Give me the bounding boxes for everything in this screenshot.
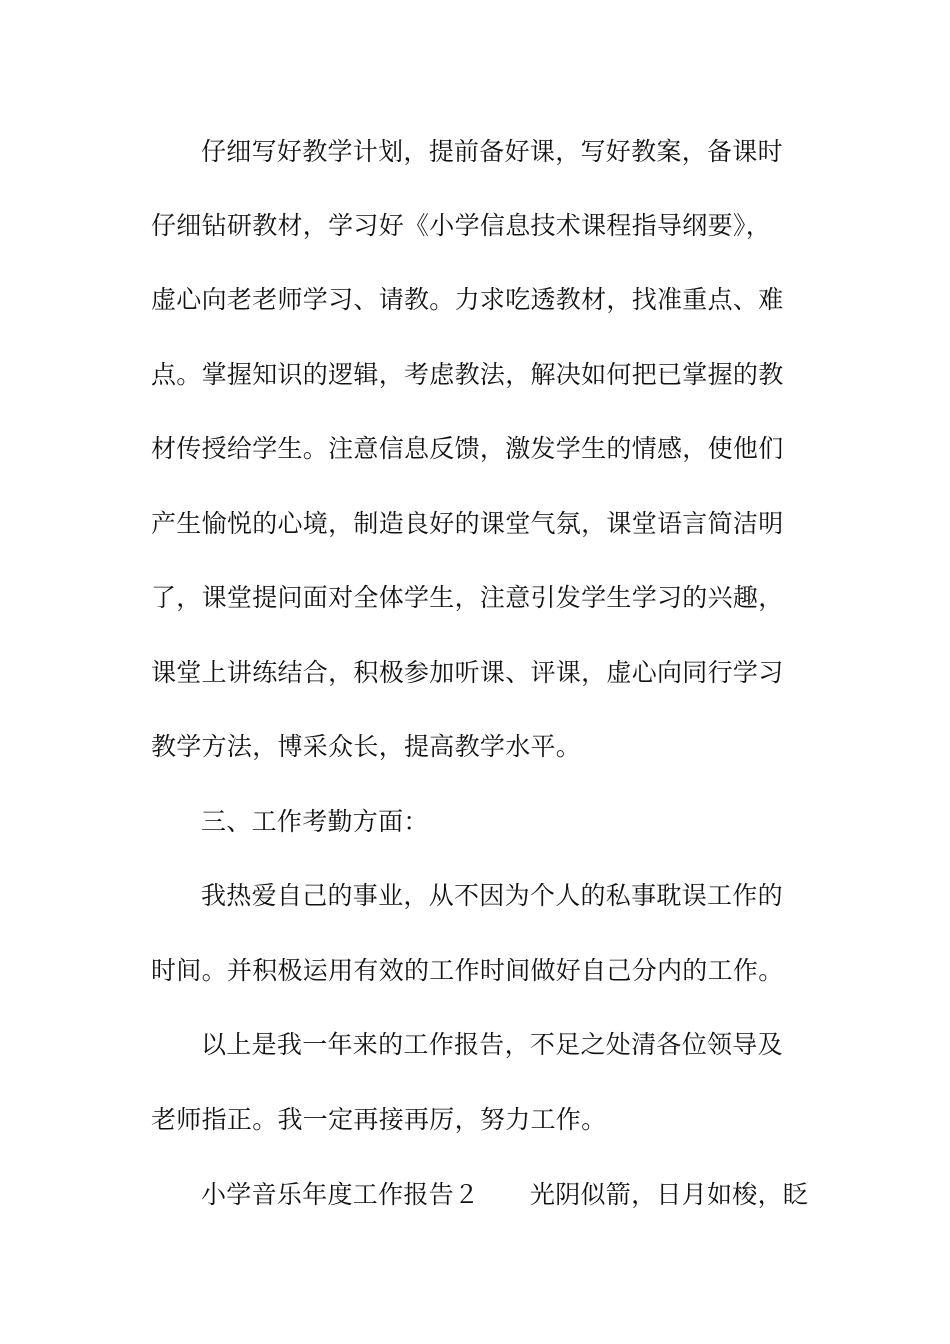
paragraph-line: 点。掌握知识的逻辑，考虑教法，解决如何把已掌握的教 xyxy=(151,360,784,389)
report-title-line: 小学音乐年度工作报告２ 光阴似箭，日月如梭，眨 xyxy=(201,1180,809,1209)
paragraph-line: 仔细钻研教材，学习好《小学信息技术课程指导纲要》， xyxy=(151,211,772,240)
paragraph-line: 材传授给学生。注意信息反馈，激发学生的情感，使他们 xyxy=(151,434,784,463)
paragraph-line: 仔细写好教学计划，提前备好课，写好教案，备课时 xyxy=(201,137,783,166)
paragraph-line: 教学方法，博采众长，提高教学水平。 xyxy=(151,732,582,761)
paragraph-line: 产生愉悦的心境，制造良好的课堂气氛，课堂语言简洁明 xyxy=(151,509,784,538)
paragraph-line: 老师指正。我一定再接再厉，努力工作。 xyxy=(151,1105,607,1134)
paragraph-line: 时间。并积极运用有效的工作时间做好自己分内的工作。 xyxy=(151,956,784,985)
paragraph-line: 课堂上讲练结合，积极参加听课、评课，虚心向同行学习 xyxy=(151,658,784,687)
paragraph-line: 以上是我一年来的工作报告，不足之处清各位领导及 xyxy=(201,1030,783,1059)
paragraph-line: 我热爱自己的事业，从不因为个人的私事耽误工作的 xyxy=(201,881,783,910)
section-heading: 三、工作考勤方面： xyxy=(201,807,429,836)
paragraph-line: 虚心向老老师学习、请教。力求吃透教材，找准重点、难 xyxy=(151,285,784,314)
paragraph-line: 了，课堂提问面对全体学生，注意引发学生学习的兴趣， xyxy=(151,583,784,612)
